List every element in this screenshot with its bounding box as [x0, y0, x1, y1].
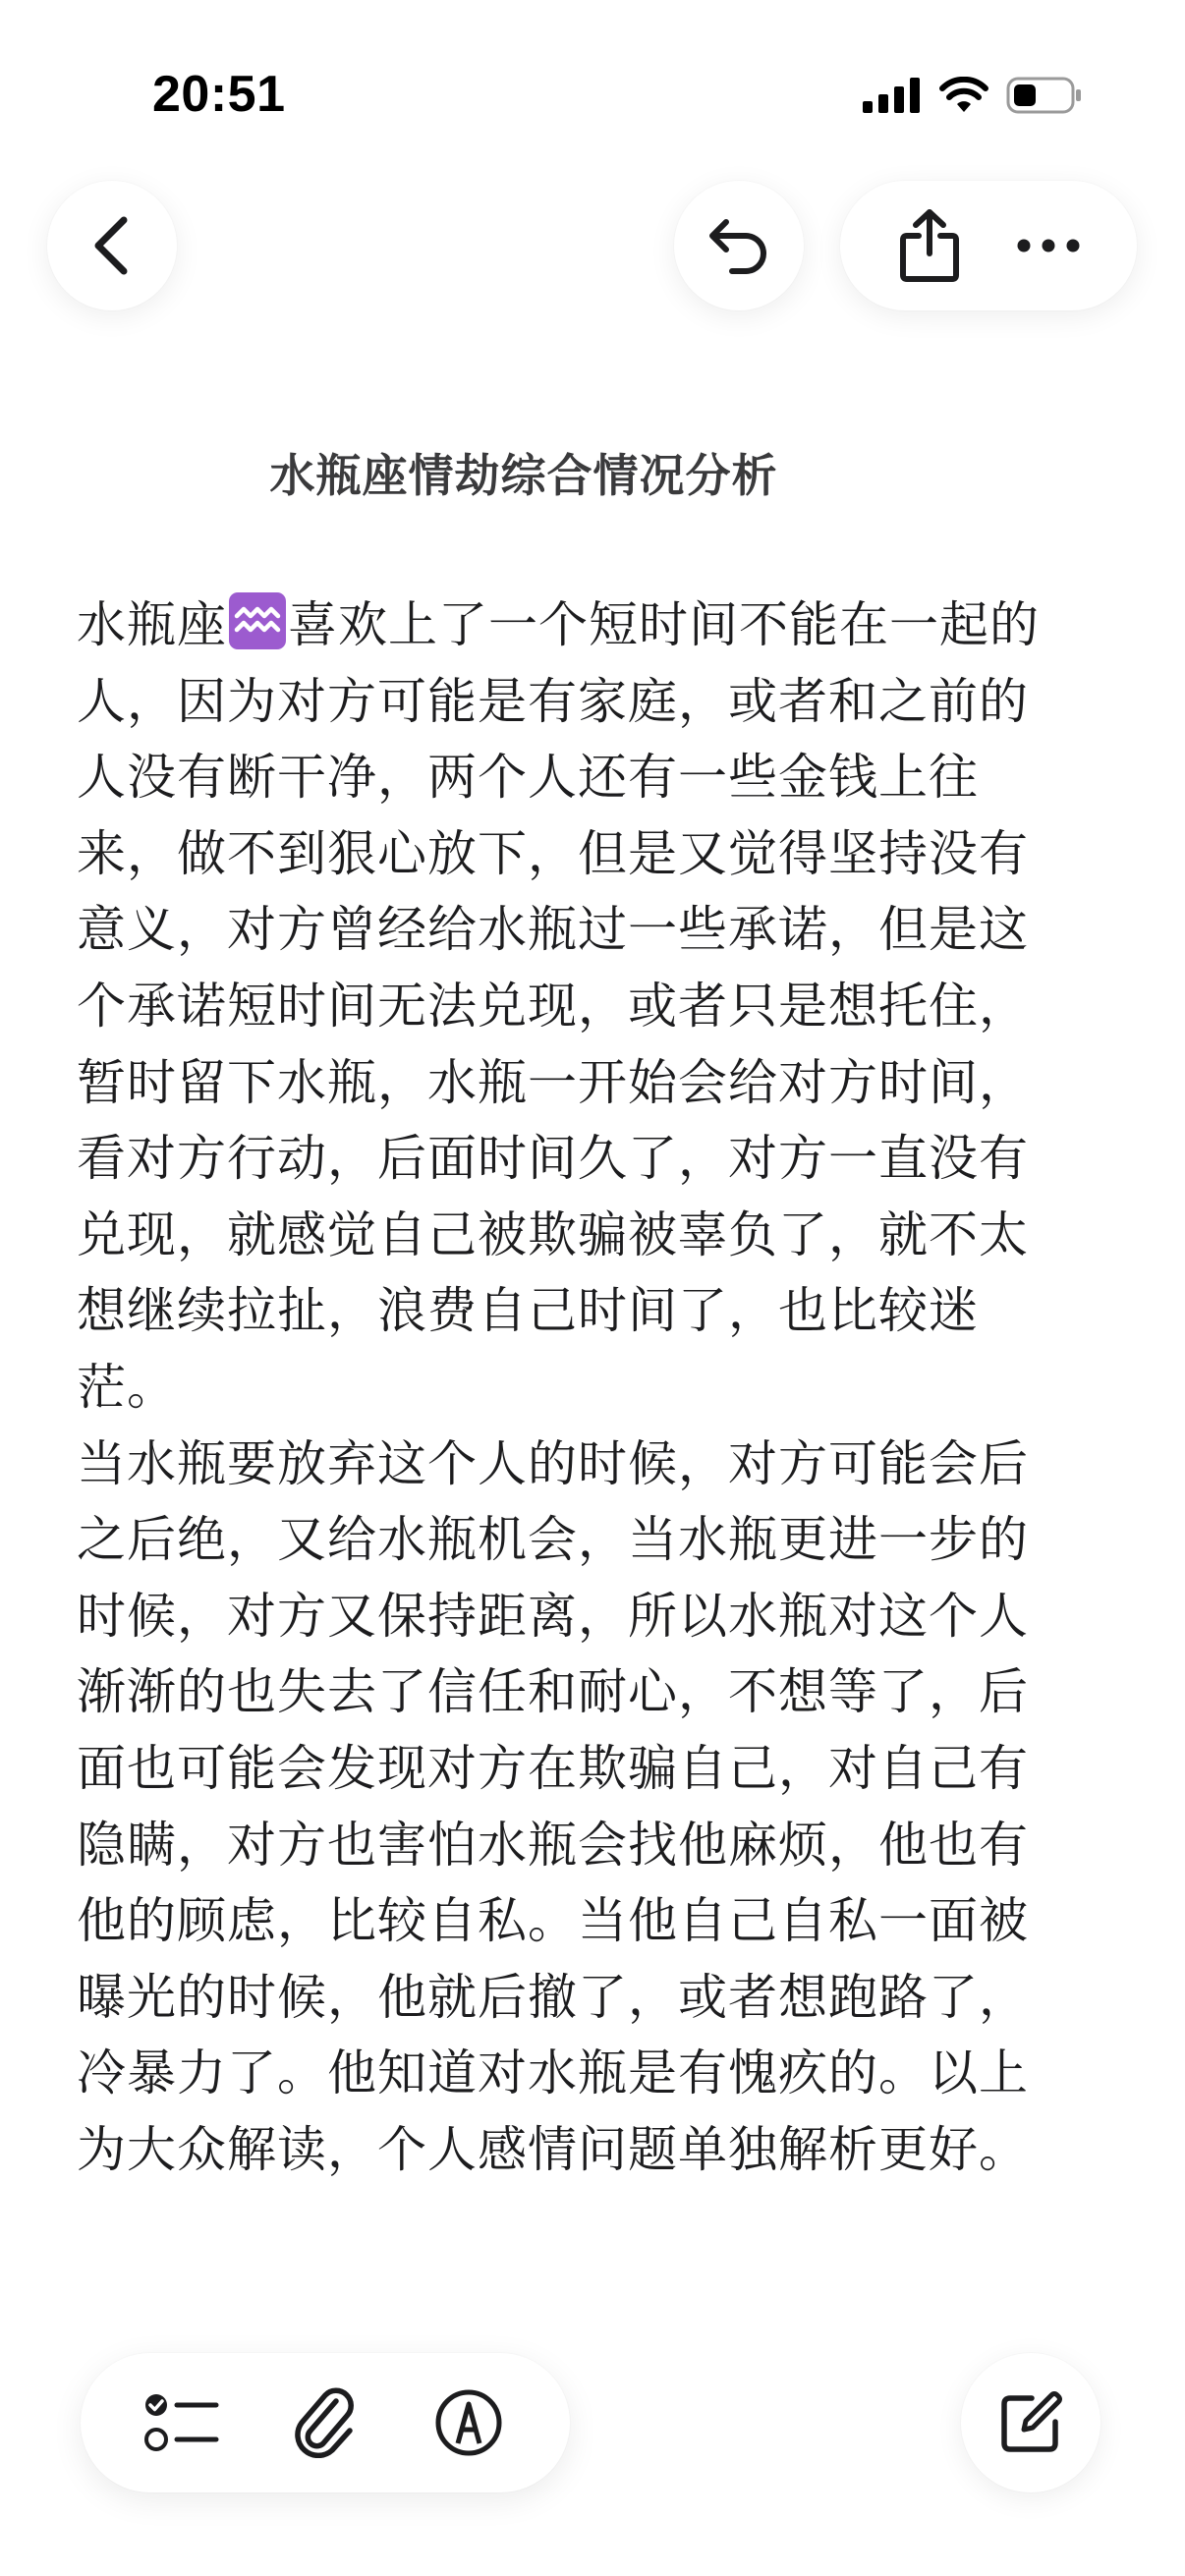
note-paragraph-1	[77, 588, 1071, 1427]
undo-button[interactable]	[674, 181, 804, 310]
new-note-button[interactable]	[961, 2353, 1100, 2492]
note-paragraph-1-text: 喜欢上了一个短时间不能在一起的人，因为对方可能是有家庭，或者和之前的人没有断干净，两个人还有一些金钱上往来，做不到狠心放下，但是又觉得坚持没有意义，对方曾经给水瓶过一些承诺，但是这个承诺短时间无法兑现，或者只是想托住，暂时留下水瓶，水瓶一开始会给对方时间，看对方行动，后面时间久了，对方一直没有兑现，就感觉自己被欺骗被辜负了，就不太想继续拉扯，浪费自己时间了，也比较迷茫。	[77, 596, 1040, 1416]
compose-icon	[996, 2388, 1065, 2457]
checklist-icon	[143, 2390, 220, 2455]
actions-pill	[840, 181, 1137, 310]
share-icon	[899, 208, 960, 283]
cellular-signal-icon	[863, 78, 922, 113]
note-body[interactable]	[77, 588, 1071, 2188]
bottom-tools-pill	[81, 2353, 570, 2492]
wifi-icon	[939, 77, 988, 114]
attachment-button[interactable]	[271, 2369, 379, 2477]
aquarius-emoji-icon	[229, 592, 286, 649]
back-button[interactable]	[47, 181, 177, 310]
checklist-button[interactable]	[128, 2369, 236, 2477]
note-paragraph-1-prefix: 水瓶座	[77, 596, 227, 653]
home-indicator-area	[0, 2517, 1185, 2576]
more-icon	[1016, 238, 1081, 253]
share-button[interactable]	[880, 196, 979, 295]
undo-icon	[706, 216, 771, 275]
status-icons	[863, 73, 1083, 118]
status-time: 20:51	[152, 66, 286, 123]
note-title[interactable]: 水瓶座情劫综合情况分析	[269, 449, 778, 502]
markup-pen-icon	[434, 2388, 503, 2457]
chevron-left-icon	[88, 214, 136, 277]
markup-button[interactable]	[415, 2369, 523, 2477]
note-paragraph-2: 当水瓶要放弃这个人的时候，对方可能会后之后绝，又给水瓶机会，当水瓶更进一步的时候，对方又保持距离，所以水瓶对这个人渐渐的也失去了信任和耐心，不想等了，后面也可能会发现对方在欺骗自己，对自己有隐瞒，对方也害怕水瓶会找他麻烦，他也有他的顾虑，比较自私。当他自己自私一面被曝光的时候，他就后撤了，或者想跑路了，冷暴力了。他知道对水瓶是有愧疚的。以上为大众解读，个人感情问题单独解析更好。	[77, 1434, 1029, 2178]
battery-icon	[1006, 77, 1083, 114]
more-button[interactable]	[999, 196, 1098, 295]
paperclip-icon	[293, 2387, 358, 2458]
